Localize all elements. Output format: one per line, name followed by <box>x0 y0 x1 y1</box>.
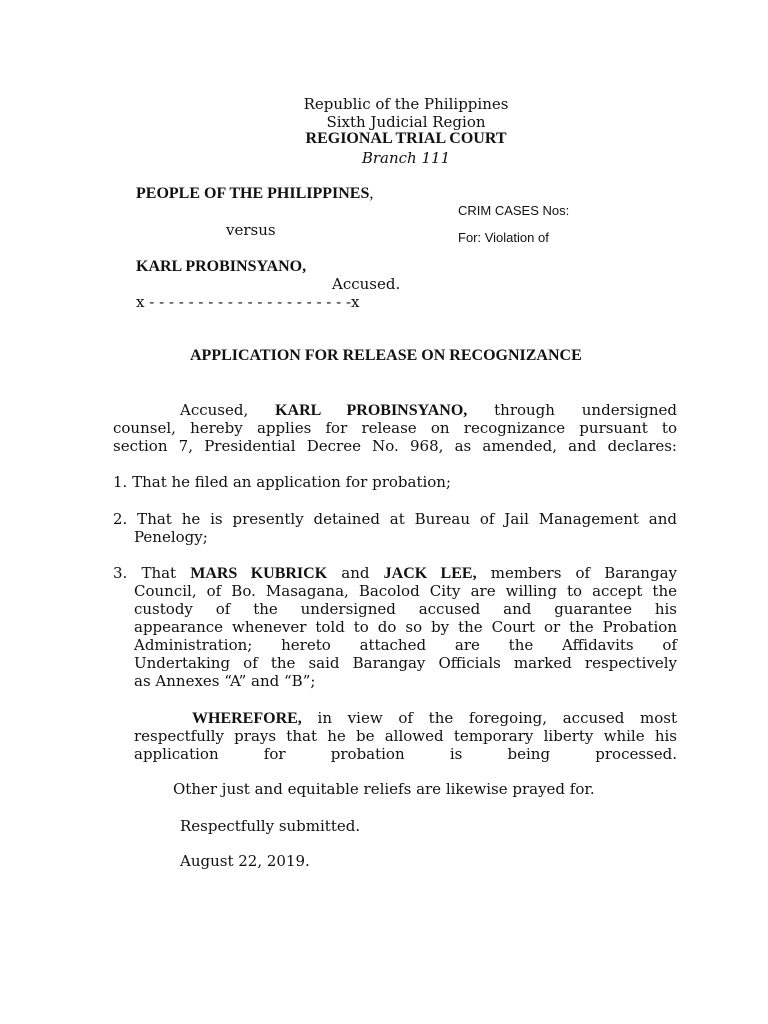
item-3-line-5: Administration; hereto attached are the Affidavits of <box>134 636 677 654</box>
header-region: Sixth Judicial Region <box>326 113 486 131</box>
case-number-label: CRIM CASES Nos: <box>458 203 570 218</box>
accused-name: KARL PROBINSYANO, <box>136 258 307 275</box>
wherefore-line-3: application for probation is being processed. <box>134 745 677 763</box>
item-3-line-1: 3. That MARS KUBRICK and JACK LEE, members of Barangay <box>113 564 677 582</box>
document-date: August 22, 2019. <box>180 852 310 870</box>
wherefore-line-2: respectfully prays that he be allowed temporary liberty while his <box>134 727 677 745</box>
other-reliefs: Other just and equitable reliefs are likewise prayed for. <box>173 780 595 798</box>
caption-separator: x - - - - - - - - - - - - - - - - - - - - -x <box>136 293 360 311</box>
document-title: APPLICATION FOR RELEASE ON RECOGNIZANCE <box>190 347 582 364</box>
respectfully-submitted: Respectfully submitted. <box>180 817 361 835</box>
wherefore-line-1: WHEREFORE, in view of the foregoing, accused most <box>192 709 677 727</box>
item-2-line-1: 2. That he is presently detained at Bureau of Jail Management and <box>113 510 677 528</box>
intro-line-1: Accused, KARL PROBINSYANO, through undersigned <box>180 401 677 419</box>
item-3-line-4: appearance whenever told to do so by the Court or the Probation <box>134 618 677 636</box>
item-1: 1. That he filed an application for probation; <box>113 473 452 491</box>
accused-label: Accused. <box>332 275 401 293</box>
item-2-line-2: Penelogy; <box>134 528 208 546</box>
item-3-line-3: custody of the undersigned accused and guarantee his <box>134 600 677 618</box>
item-3-line-6: Undertaking of the said Barangay Officials marked respectively <box>134 654 677 672</box>
item-3-line-7: as Annexes “A” and “B”; <box>134 672 316 690</box>
item-3-line-2: Council, of Bo. Masagana, Bacolod City are willing to accept the <box>134 582 677 600</box>
intro-line-3: section 7, Presidential Decree No. 968, as amended, and declares: <box>113 437 677 455</box>
intro-line-2: counsel, hereby applies for release on recognizance pursuant to <box>113 419 677 437</box>
versus-label: versus <box>226 221 276 239</box>
header-republic: Republic of the Philippines <box>303 95 509 113</box>
plaintiff-name: PEOPLE OF THE PHILIPPINES, <box>136 185 374 202</box>
header-branch: Branch 111 <box>361 149 451 167</box>
violation-label: For: Violation of <box>458 230 549 245</box>
header-court: REGIONAL TRIAL COURT <box>305 130 507 147</box>
